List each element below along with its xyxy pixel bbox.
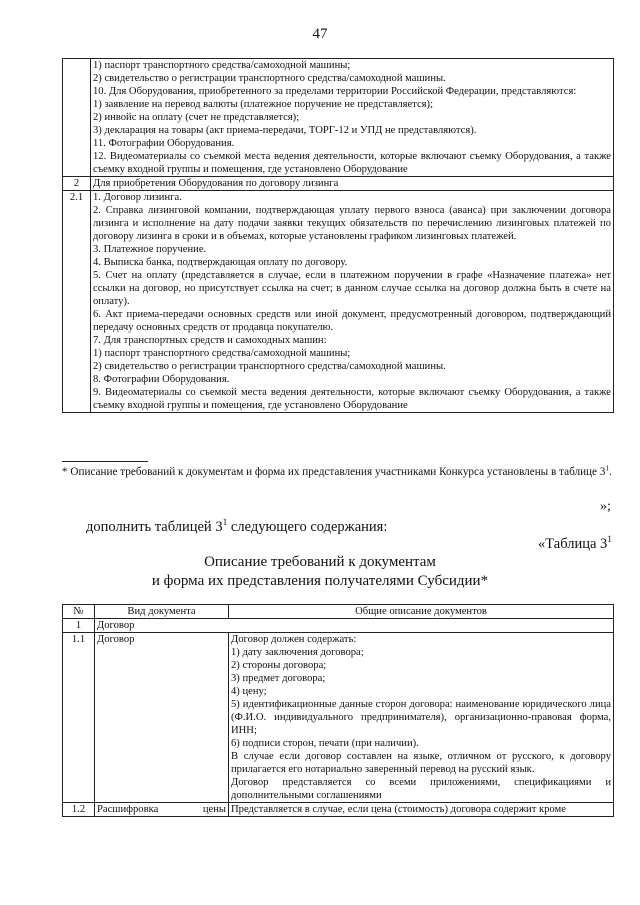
list-item: 1) дату заключения договора; <box>231 647 364 658</box>
row-number <box>63 59 91 177</box>
section-title: Договор <box>95 619 614 633</box>
requirements-table <box>62 604 614 817</box>
list-item: 2) инвойс на оплату (счет не представляется); <box>93 112 300 123</box>
column-header: Вид документа <box>95 605 229 619</box>
document-list <box>91 59 614 177</box>
section-title: Для приобретения Оборудования по договору лизинга <box>91 177 614 191</box>
document-description: Представляется в случае, если цена (стоимость) договора содержит кроме <box>229 803 614 817</box>
row-number: 1.2 <box>63 803 95 817</box>
document-description <box>229 633 614 803</box>
list-item: 5) идентификационные данные сторон договора: наименование юридического лица (Ф.И.О. индивидуального предпринимателя), организационно-правовая форма, ИНН; <box>231 699 611 736</box>
caption-line: Описание требований к документам <box>204 554 436 570</box>
list-item: 3) декларация на товары (акт приема-передачи, ТОРГ-12 и УПД не представляются). <box>93 125 477 136</box>
column-header: Общие описание документов <box>229 605 614 619</box>
list-item: 3) предмет договора; <box>231 673 326 684</box>
documents-table-continued <box>62 58 614 413</box>
footnote: * Описание требований к документам и форма их представления участниками Конкурса установлены в таблице $3^1$. <box>62 464 612 478</box>
row-number: 2 <box>63 177 91 191</box>
supplement-sentence: дополнить таблицей $3^1$ следующего содержания: <box>86 518 388 535</box>
list-item: 8. Фотографии Оборудования. <box>93 374 230 385</box>
list-item: 7. Для транспортных средств и самоходных машин: <box>93 335 327 346</box>
footnote-divider <box>62 461 148 462</box>
table-row <box>63 619 614 633</box>
list-item: 5. Счет на оплату (представляется в случае, если в платежном поручении в графе «Назначение платежа» нет ссылки на договор, но присутствует ссылка на счет; в данном случае ссылка на договор должна быть в счете на оплату). <box>93 270 611 307</box>
document-type: Расшифровка цены <box>95 803 229 817</box>
list-item: 6. Акт приема-передачи основных средств или иной документ, предусмотренный договором, подтверждающий передачу основных средств от продавца покупателю. <box>93 309 611 333</box>
list-item: 2) стороны договора; <box>231 660 327 671</box>
list-item: 3. Платежное поручение. <box>93 244 207 255</box>
list-item: 1) паспорт транспортного средства/самоходной машины; <box>93 60 351 71</box>
table-row <box>63 59 614 177</box>
list-item: 1) заявление на перевод валюты (платежное поручение не представляется); <box>93 99 434 110</box>
table-row <box>63 177 614 191</box>
document-list <box>91 191 614 413</box>
row-number: 1 <box>63 619 95 633</box>
row-number: 1.1 <box>63 633 95 803</box>
list-item: 2) свидетельство о регистрации транспортного средства/самоходной машины. <box>93 361 446 372</box>
list-item: Договор должен содержать: <box>231 634 357 645</box>
closing-quote: »; <box>600 499 611 514</box>
list-item: 2. Справка лизинговой компании, подтверждающая уплату первого взноса (аванса) при заключении договора лизинга и исполнение на дату подачи заявки текущих обязательств по перечислению лизинговых платежей по договору лизинга в сроки и в объемах, которые установлены графиком лизинговых платежей. <box>93 205 611 242</box>
table-row <box>63 633 614 803</box>
table-reference: «Таблица $3^1$ <box>538 535 612 552</box>
list-item: 10. Для Оборудования, приобретенного за пределами территории Российской Федерации, представляются: <box>93 86 577 97</box>
list-item: 11. Фотографии Оборудования. <box>93 138 235 149</box>
table-caption <box>0 553 640 591</box>
page-number: 47 <box>312 26 328 42</box>
table-header-row <box>63 605 614 619</box>
list-item: Договор представляется со всеми приложениями, спецификациями и дополнительными соглашениями <box>231 777 611 801</box>
list-item: 12. Видеоматериалы со съемкой места ведения деятельности, которые включают съемку Оборудования, а также съемку входной группы и помещения, где установлено Оборудование <box>93 151 611 175</box>
list-item: 6) подписи сторон, печати (при наличии). <box>231 738 419 749</box>
list-item: В случае если договор составлен на языке, отличном от русского, к договору прилагается его нотариально заверенный перевод на русский язык. <box>231 751 611 775</box>
table-row <box>63 803 614 817</box>
document-type: Договор <box>95 633 229 803</box>
list-item: 1) паспорт транспортного средства/самоходной машины; <box>93 348 351 359</box>
column-header: № <box>63 605 95 619</box>
table-row <box>63 191 614 413</box>
list-item: 4) цену; <box>231 686 267 697</box>
list-item: 2) свидетельство о регистрации транспортного средства/самоходной машины. <box>93 73 446 84</box>
list-item: 1. Договор лизинга. <box>93 192 182 203</box>
list-item: 4. Выписка банка, подтверждающая оплату по договору. <box>93 257 348 268</box>
row-number: 2.1 <box>63 191 91 413</box>
caption-line: и форма их представления получателями Субсидии* <box>151 573 489 589</box>
list-item: 9. Видеоматериалы со съемкой места ведения деятельности, которые включают съемку Оборудования, а также съемку входной группы и помещения, где установлено Оборудование <box>93 387 611 411</box>
